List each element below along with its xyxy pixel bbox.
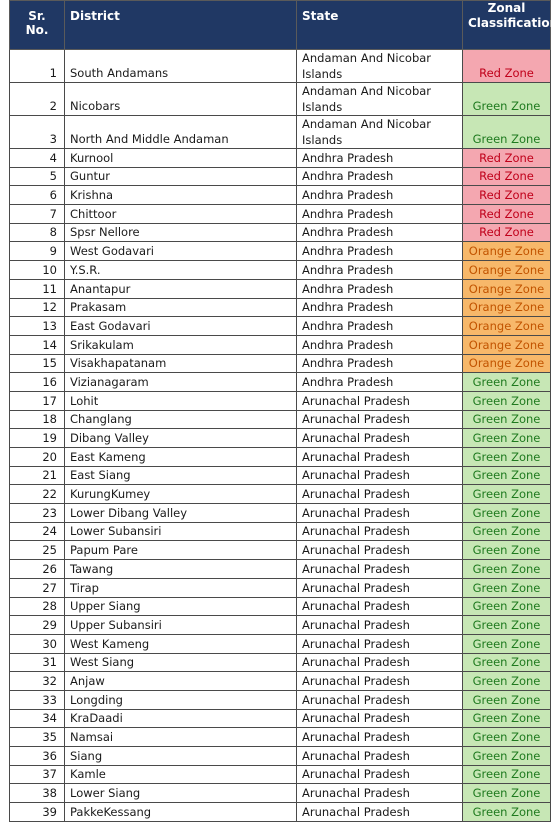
header-district: District [65, 1, 297, 50]
table-body [10, 50, 551, 822]
row-district: East Godavari [65, 317, 297, 336]
row-sr-no: 16 [10, 373, 65, 392]
row-sr-no: 39 [10, 803, 65, 822]
row-state: Arunachal Pradesh [297, 728, 463, 747]
row-zonal-classification: Green Zone [463, 709, 551, 728]
header-zone-line2: Classification [468, 16, 559, 30]
table-row [10, 373, 551, 392]
row-sr-no: 14 [10, 335, 65, 354]
row-sr-no: 12 [10, 298, 65, 317]
table-row [10, 429, 551, 448]
row-zonal-classification: Green Zone [463, 116, 551, 149]
row-state: Arunachal Pradesh [297, 672, 463, 691]
row-state: Arunachal Pradesh [297, 634, 463, 653]
row-sr-no: 7 [10, 205, 65, 224]
row-state: Arunachal Pradesh [297, 541, 463, 560]
row-zonal-classification: Green Zone [463, 597, 551, 616]
table-row [10, 410, 551, 429]
row-sr-no: 10 [10, 261, 65, 280]
table-row [10, 784, 551, 803]
row-state: Andhra Pradesh [297, 298, 463, 317]
table-row [10, 279, 551, 298]
row-zonal-classification: Green Zone [463, 616, 551, 635]
row-sr-no: 28 [10, 597, 65, 616]
row-state: Arunachal Pradesh [297, 391, 463, 410]
table-row [10, 765, 551, 784]
row-zonal-classification: Green Zone [463, 410, 551, 429]
row-sr-no: 30 [10, 634, 65, 653]
row-state: Andhra Pradesh [297, 186, 463, 205]
row-sr-no: 36 [10, 747, 65, 766]
row-district: Visakhapatanam [65, 354, 297, 373]
table-row [10, 116, 551, 149]
row-state: Arunachal Pradesh [297, 616, 463, 635]
table-row [10, 634, 551, 653]
row-district: Spsr Nellore [65, 223, 297, 242]
row-zonal-classification: Orange Zone [463, 279, 551, 298]
row-state: Arunachal Pradesh [297, 429, 463, 448]
row-sr-no: 1 [10, 50, 65, 83]
row-sr-no: 35 [10, 728, 65, 747]
row-district: Y.S.R. [65, 261, 297, 280]
table-row [10, 391, 551, 410]
row-state: Andaman And Nicobar Islands [297, 116, 463, 149]
row-sr-no: 38 [10, 784, 65, 803]
table-row [10, 578, 551, 597]
row-sr-no: 5 [10, 167, 65, 186]
row-state: Arunachal Pradesh [297, 653, 463, 672]
row-district: Guntur [65, 167, 297, 186]
row-district: Siang [65, 747, 297, 766]
row-sr-no: 20 [10, 448, 65, 467]
row-district: Namsai [65, 728, 297, 747]
row-sr-no: 23 [10, 504, 65, 523]
table-row [10, 541, 551, 560]
row-zonal-classification: Green Zone [463, 672, 551, 691]
row-district: Tawang [65, 560, 297, 579]
table-row [10, 223, 551, 242]
row-district: West Kameng [65, 634, 297, 653]
row-state: Andhra Pradesh [297, 167, 463, 186]
row-district: Krishna [65, 186, 297, 205]
row-district: Changlang [65, 410, 297, 429]
row-district: Chittoor [65, 205, 297, 224]
row-district: Vizianagaram [65, 373, 297, 392]
table-row [10, 205, 551, 224]
row-state: Andhra Pradesh [297, 261, 463, 280]
row-zonal-classification: Orange Zone [463, 354, 551, 373]
table-row [10, 709, 551, 728]
row-district: East Kameng [65, 448, 297, 467]
row-sr-no: 13 [10, 317, 65, 336]
row-district: Srikakulam [65, 335, 297, 354]
row-district: North And Middle Andaman [65, 116, 297, 149]
table-row [10, 653, 551, 672]
row-state: Andhra Pradesh [297, 223, 463, 242]
row-sr-no: 37 [10, 765, 65, 784]
row-district: Anantapur [65, 279, 297, 298]
row-district: Nicobars [65, 83, 297, 116]
row-district: Papum Pare [65, 541, 297, 560]
row-state: Arunachal Pradesh [297, 803, 463, 822]
header-state: State [297, 1, 463, 50]
row-state: Arunachal Pradesh [297, 690, 463, 709]
table-row [10, 354, 551, 373]
zone-classification-table [9, 0, 559, 822]
row-state: Andaman And Nicobar Islands [297, 50, 463, 83]
row-zonal-classification: Green Zone [463, 466, 551, 485]
row-zonal-classification: Orange Zone [463, 242, 551, 261]
row-state: Andhra Pradesh [297, 335, 463, 354]
row-state: Andaman And Nicobar Islands [297, 83, 463, 116]
row-state: Andhra Pradesh [297, 317, 463, 336]
row-sr-no: 4 [10, 149, 65, 168]
row-zonal-classification: Green Zone [463, 560, 551, 579]
row-sr-no: 17 [10, 391, 65, 410]
row-state: Andhra Pradesh [297, 279, 463, 298]
row-zonal-classification: Green Zone [463, 522, 551, 541]
table-row [10, 335, 551, 354]
row-zonal-classification: Orange Zone [463, 335, 551, 354]
row-sr-no: 2 [10, 83, 65, 116]
row-zonal-classification: Green Zone [463, 578, 551, 597]
row-sr-no: 24 [10, 522, 65, 541]
table-row [10, 522, 551, 541]
row-state: Arunachal Pradesh [297, 522, 463, 541]
row-district: Prakasam [65, 298, 297, 317]
table-header [10, 1, 559, 50]
row-zonal-classification: Red Zone [463, 205, 551, 224]
row-district: East Siang [65, 466, 297, 485]
row-district: Lower Dibang Valley [65, 504, 297, 523]
row-sr-no: 9 [10, 242, 65, 261]
row-district: Upper Siang [65, 597, 297, 616]
row-state: Andhra Pradesh [297, 354, 463, 373]
table-row [10, 560, 551, 579]
row-sr-no: 3 [10, 116, 65, 149]
row-district: KraDaadi [65, 709, 297, 728]
row-district: KurungKumey [65, 485, 297, 504]
row-sr-no: 34 [10, 709, 65, 728]
row-district: PakkeKessang [65, 803, 297, 822]
row-sr-no: 8 [10, 223, 65, 242]
row-district: Tirap [65, 578, 297, 597]
table-row [10, 83, 551, 116]
row-zonal-classification: Green Zone [463, 765, 551, 784]
table-row [10, 261, 551, 280]
table-row [10, 186, 551, 205]
row-zonal-classification: Orange Zone [463, 298, 551, 317]
row-state: Arunachal Pradesh [297, 410, 463, 429]
table-row [10, 242, 551, 261]
table-row [10, 167, 551, 186]
table-row [10, 747, 551, 766]
table-row [10, 485, 551, 504]
table-row [10, 690, 551, 709]
row-district: South Andamans [65, 50, 297, 83]
table-row [10, 728, 551, 747]
row-zonal-classification: Green Zone [463, 541, 551, 560]
row-state: Arunachal Pradesh [297, 504, 463, 523]
row-district: West Godavari [65, 242, 297, 261]
row-state: Andhra Pradesh [297, 205, 463, 224]
row-state: Andhra Pradesh [297, 242, 463, 261]
row-sr-no: 31 [10, 653, 65, 672]
row-state: Arunachal Pradesh [297, 709, 463, 728]
row-sr-no: 19 [10, 429, 65, 448]
row-zonal-classification: Green Zone [463, 391, 551, 410]
row-state: Andhra Pradesh [297, 373, 463, 392]
row-state: Arunachal Pradesh [297, 765, 463, 784]
row-district: Lohit [65, 391, 297, 410]
row-state: Arunachal Pradesh [297, 485, 463, 504]
header-zonal-classification [463, 1, 559, 50]
header-zone-line1: Zonal [487, 1, 526, 15]
table-row [10, 616, 551, 635]
row-district: Upper Subansiri [65, 616, 297, 635]
row-district: Lower Subansiri [65, 522, 297, 541]
row-sr-no: 11 [10, 279, 65, 298]
row-state: Arunachal Pradesh [297, 597, 463, 616]
table-row [10, 466, 551, 485]
row-zonal-classification: Red Zone [463, 167, 551, 186]
row-district: Dibang Valley [65, 429, 297, 448]
row-sr-no: 29 [10, 616, 65, 635]
row-sr-no: 18 [10, 410, 65, 429]
row-zonal-classification: Green Zone [463, 690, 551, 709]
row-state: Andhra Pradesh [297, 149, 463, 168]
row-sr-no: 15 [10, 354, 65, 373]
row-district: Kurnool [65, 149, 297, 168]
row-zonal-classification: Green Zone [463, 803, 551, 822]
row-zonal-classification: Green Zone [463, 429, 551, 448]
row-district: West Siang [65, 653, 297, 672]
table-row [10, 149, 551, 168]
row-zonal-classification: Orange Zone [463, 317, 551, 336]
row-zonal-classification: Red Zone [463, 186, 551, 205]
row-sr-no: 32 [10, 672, 65, 691]
row-zonal-classification: Green Zone [463, 504, 551, 523]
row-zonal-classification: Green Zone [463, 653, 551, 672]
row-district: Anjaw [65, 672, 297, 691]
header-row [10, 1, 551, 50]
row-state: Arunachal Pradesh [297, 578, 463, 597]
row-zonal-classification: Green Zone [463, 485, 551, 504]
row-zonal-classification: Green Zone [463, 747, 551, 766]
row-state: Arunachal Pradesh [297, 747, 463, 766]
table-row [10, 597, 551, 616]
row-sr-no: 33 [10, 690, 65, 709]
row-zonal-classification: Green Zone [463, 728, 551, 747]
header-sr-no: Sr. No. [10, 1, 65, 50]
table-row [10, 50, 551, 83]
row-zonal-classification: Orange Zone [463, 261, 551, 280]
row-state: Arunachal Pradesh [297, 466, 463, 485]
row-zonal-classification: Red Zone [463, 223, 551, 242]
row-state: Arunachal Pradesh [297, 448, 463, 467]
row-state: Arunachal Pradesh [297, 784, 463, 803]
row-zonal-classification: Green Zone [463, 448, 551, 467]
table-row [10, 448, 551, 467]
row-sr-no: 27 [10, 578, 65, 597]
row-state: Arunachal Pradesh [297, 560, 463, 579]
row-zonal-classification: Green Zone [463, 784, 551, 803]
table-row [10, 672, 551, 691]
table-row [10, 504, 551, 523]
row-sr-no: 21 [10, 466, 65, 485]
row-district: Longding [65, 690, 297, 709]
row-zonal-classification: Green Zone [463, 634, 551, 653]
table-row [10, 317, 551, 336]
row-sr-no: 6 [10, 186, 65, 205]
row-zonal-classification: Red Zone [463, 50, 551, 83]
row-zonal-classification: Green Zone [463, 83, 551, 116]
row-zonal-classification: Green Zone [463, 373, 551, 392]
row-sr-no: 25 [10, 541, 65, 560]
row-sr-no: 22 [10, 485, 65, 504]
row-district: Kamle [65, 765, 297, 784]
row-zonal-classification: Red Zone [463, 149, 551, 168]
row-district: Lower Siang [65, 784, 297, 803]
table-row [10, 803, 551, 822]
table-row [10, 298, 551, 317]
row-sr-no: 26 [10, 560, 65, 579]
